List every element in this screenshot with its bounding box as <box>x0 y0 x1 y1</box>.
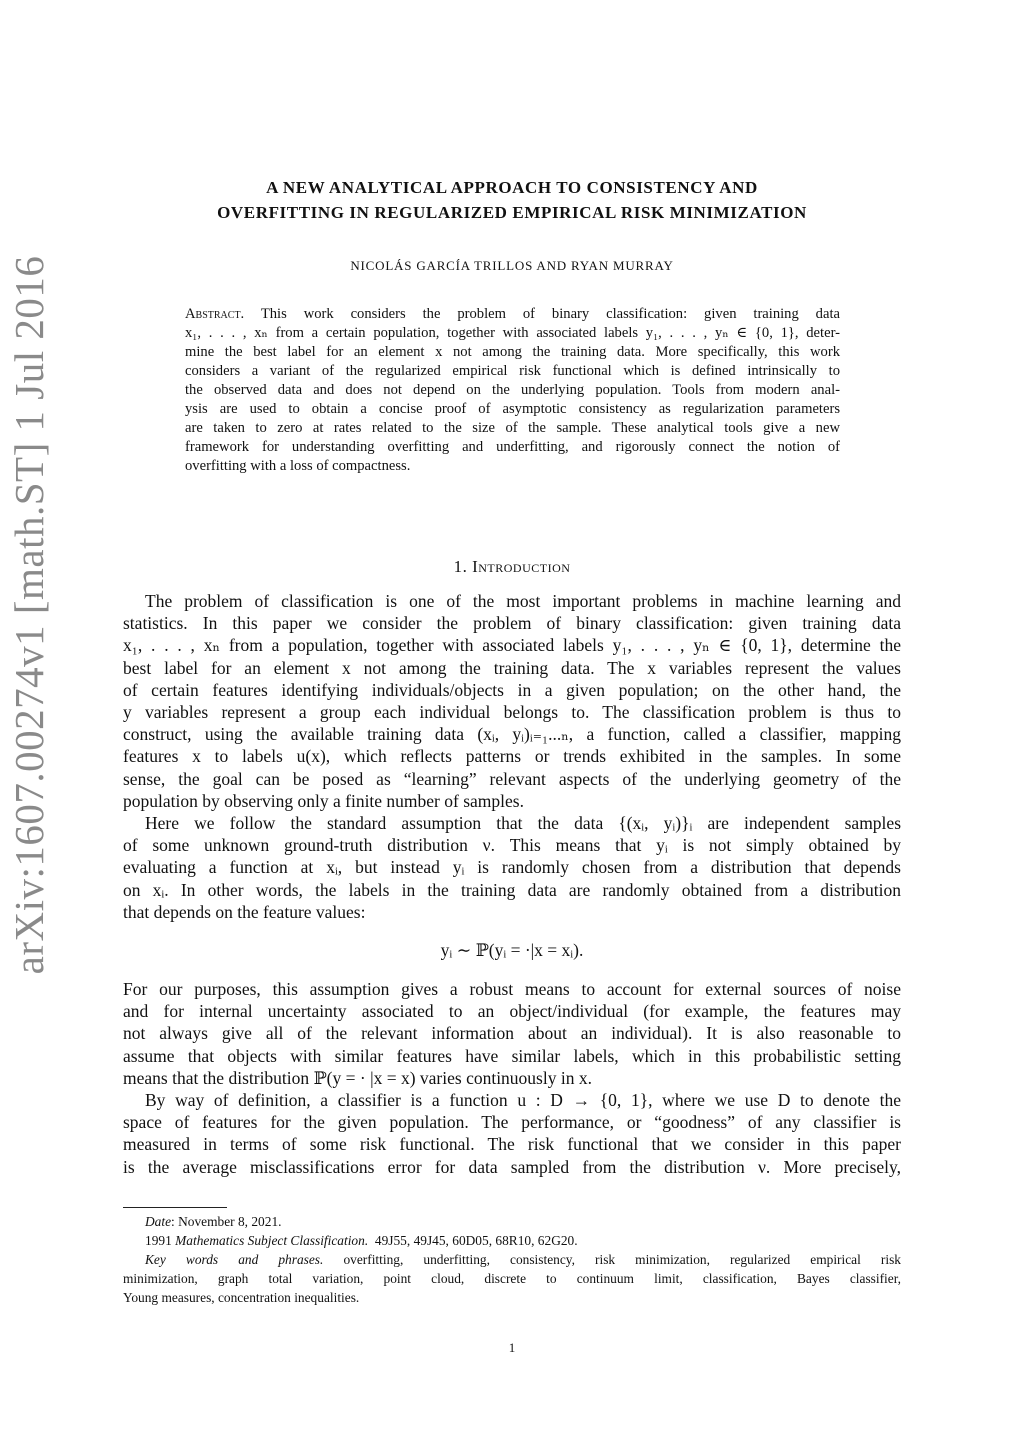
paragraph-line: of some unknown ground-truth distribution ν. This means that yᵢ is not simply obtained by <box>123 835 901 856</box>
paragraph-line: best label for an element x not among the training data. The x variables represent the values <box>123 657 901 678</box>
paragraph-line: measured in terms of some risk functional. The risk functional that we consider in this paper <box>123 1134 901 1155</box>
abstract-line: ysis are used to obtain a concise proof of asymptotic consistency as regularization parameters <box>185 401 840 417</box>
footnote-keywords: Key words and phrases. overfitting, underfitting, consistency, risk minimization, regularized empirical risk <box>145 1252 901 1267</box>
section-heading <box>0 557 1024 577</box>
paragraph <box>123 1089 901 1178</box>
paragraph-line: evaluating a function at xᵢ, but instead yᵢ is randomly chosen from a distribution that depends <box>123 857 901 878</box>
paragraph-line: Here we follow the standard assumption that the data {(xᵢ, yᵢ)}ᵢ are independent samples <box>145 813 901 833</box>
abstract-line: overfitting with a loss of compactness. <box>185 458 411 474</box>
page-number: 1 <box>508 1340 516 1355</box>
paragraph-line: population by observing only a finite number of samples. <box>123 790 524 811</box>
abstract-line: are taken to zero at rates related to the size of the sample. These analytical tools give a new <box>185 420 840 436</box>
paragraph-line: not always give all of the relevant information about an individual). It is also reasonable to <box>123 1023 901 1044</box>
abstract-line: x₁, . . . , xₙ from a certain population, together with associated labels y₁, . . . , yₙ ∈ {0, 1}, deter- <box>185 325 840 341</box>
paragraph-line: sense, the goal can be posed as “learning” relevant aspects of the underlying geometry of the <box>123 768 901 789</box>
abstract-label: Abstract. <box>185 306 245 322</box>
abstract <box>185 305 840 476</box>
abstract-line: considers a variant of the regularized empirical risk functional which is defined intrinsically to <box>185 363 840 379</box>
paragraph <box>123 812 901 923</box>
abstract-line: Abstract. This work considers the problem of binary classification: given training data <box>185 306 840 322</box>
paragraph <box>123 978 901 1089</box>
paragraph-line: that depends on the feature values: <box>123 901 366 922</box>
footnote-keywords-line: Young measures, concentration inequalities. <box>123 1290 360 1305</box>
paper-title-line-1: A NEW ANALYTICAL APPROACH TO CONSISTENCY AND <box>266 178 758 197</box>
paragraph-line: y variables represent a group each individual belongs to. The classification problem is thus to <box>123 702 901 723</box>
paragraph <box>123 590 901 812</box>
paragraph-line: is the average misclassifications error for data sampled from the distribution ν. More precisely, <box>123 1156 901 1177</box>
paragraph-line: x₁, . . . , xₙ from a population, together with associated labels y₁, . . . , yₙ ∈ {0, 1}, determine the <box>123 635 901 656</box>
paragraph-line: By way of definition, a classifier is a function u : D → {0, 1}, where we use D to denote the <box>145 1090 901 1110</box>
footnote-date: Date: November 8, 2021. <box>145 1214 282 1229</box>
paragraph-line: features x to labels u(x), which reflects patterns or trends exhibited in the samples. In some <box>123 746 901 767</box>
display-equation: yᵢ ∼ ℙ(yᵢ = ·|x = xᵢ). <box>440 940 584 960</box>
paragraph-line: statistics. In this paper we consider the problem of binary classification: given training data <box>123 613 901 634</box>
paragraph-line: means that the distribution ℙ(y = · |x = x) varies continuously in x. <box>123 1067 592 1088</box>
paragraph-line: assume that objects with similar features have similar labels, which in this probabilistic setting <box>123 1045 901 1066</box>
paragraph-line: on xᵢ. In other words, the labels in the training data are randomly obtained from a distribution <box>123 879 901 900</box>
paragraph-line: space of features for the given population. The performance, or “goodness” of any classifier is <box>123 1112 901 1133</box>
abstract-line: framework for understanding overfitting and underfitting, and rigorously connect the notion of <box>185 439 840 455</box>
paper-title-line-2: OVERFITTING IN REGULARIZED EMPIRICAL RISK MINIMIZATION <box>217 203 807 222</box>
paragraph-line: and for internal uncertainty associated to an object/individual (for example, the features may <box>123 1001 901 1022</box>
paragraph-line: For our purposes, this assumption gives a robust means to account for external sources of noise <box>123 979 901 999</box>
paragraph-line: The problem of classification is one of the most important problems in machine learning and <box>145 591 901 611</box>
abstract-line: mine the best label for an element x not among the training data. More specifically, this work <box>185 344 840 360</box>
abstract-line: the observed data and does not depend on the underlying population. Tools from modern anal- <box>185 382 840 398</box>
footnote-msc: 1991 Mathematics Subject Classification. 49J55, 49J45, 60D05, 68R10, 62G20. <box>145 1233 578 1248</box>
arxiv-identifier-stamp: arXiv:1607.00274v1 [math.ST] 1 Jul 2016 <box>6 255 52 975</box>
authors: NICOLÁS GARCÍA TRILLOS AND RYAN MURRAY <box>350 258 674 273</box>
section-title: Introduction <box>472 557 571 576</box>
footnotes <box>123 1212 901 1307</box>
footnote-rule <box>123 1207 227 1208</box>
section-number: 1. <box>453 557 468 576</box>
paragraph-line: of certain features identifying individuals/objects in a given population; on the other hand, the <box>123 679 901 700</box>
paragraph-line: construct, using the available training data (xᵢ, yᵢ)ᵢ₌₁...ₙ, a function, called a classifier, mapping <box>123 724 901 745</box>
footnote-keywords-line: minimization, graph total variation, point cloud, discrete to continuum limit, classification, Bayes classifier, <box>123 1271 901 1286</box>
